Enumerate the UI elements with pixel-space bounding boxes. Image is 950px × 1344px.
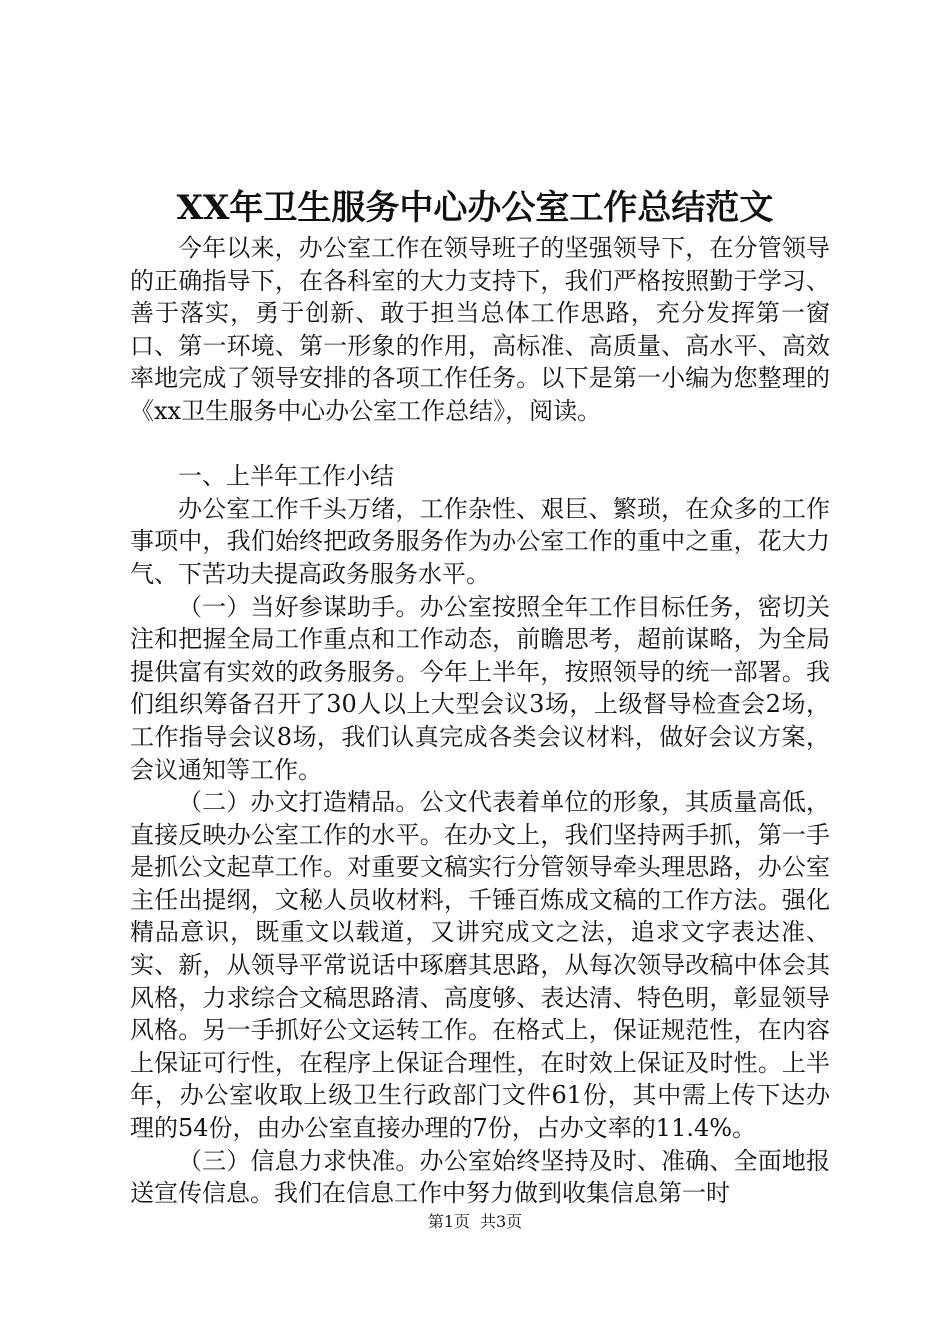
body-paragraph: 办公室工作千头万绪，工作杂性、艰巨、繁琐，在众多的工作事项中，我们始终把政务服务作为办公室工作的重中之重，花大力气、下苦功夫提高政务服务水平。 — [130, 494, 830, 588]
page-footer — [0, 1212, 950, 1232]
section-heading: 一、上半年工作小结 — [178, 462, 394, 491]
body-paragraph: （一）当好参谋助手。办公室按照全年工作目标任务，密切关注和把握全局工作重点和工作动态，前瞻思考，超前谋略，为全局提供富有实效的政务服务。今年上半年，按照领导的统一部署。我们组织筹备召开了30人以上大型会议3场，上级督导检查会2场，工作指导会议8场，我们认真完成各类会议材料，做好会议方案，会议通知等工作。 — [130, 592, 830, 784]
body-paragraph: （三）信息力求快准。办公室始终坚持及时、准确、全面地报送宣传信息。我们在信息工作中努力做到收集信息第一时 — [130, 1146, 830, 1208]
page-total: 共3页 — [480, 1212, 523, 1231]
page-number: 第1页 — [427, 1212, 470, 1231]
document-body — [130, 232, 830, 1210]
body-paragraph: （二）办文打造精品。公文代表着单位的形象，其质量高低，直接反映办公室工作的水平。在办文上，我们坚持两手抓，第一手是抓公文起草工作。对重要文稿实行分管领导牵头理思路，办公室主任出提纲，文秘人员收材料，千锤百炼成文稿的工作方法。强化精品意识，既重文以载道，又讲究成文之法，追求文字表达准、实、新，从领导平常说话中琢磨其思路，从每次领导改稿中体会其风格，力求综合文稿思路清、高度够、表达清、特色明，彰显领导风格。另一手抓好公文运转工作。在格式上，保证规范性，在内容上保证可行性，在程序上保证合理性，在时效上保证及时性。上半年，办公室收取上级卫生行政部门文件61份，其中需上传下达办理的54份，由办公室直接办理的7份，占办文率的11.4%。 — [130, 788, 830, 1143]
intro-paragraph: 今年以来，办公室工作在领导班子的坚强领导下，在分管领导的正确指导下，在各科室的大力支持下，我们严格按照勤于学习、善于落实，勇于创新、敢于担当总体工作思路，充分发挥第一窗口、第一环境、第一形象的作用，高标准、高质量、高水平、高效率地完成了领导安排的各项工作任务。以下是第一小编为您整理的《xx卫生服务中心办公室工作总结》，阅读。 — [130, 234, 830, 425]
document-title: XX年卫生服务中心办公室工作总结范文 — [176, 188, 774, 228]
